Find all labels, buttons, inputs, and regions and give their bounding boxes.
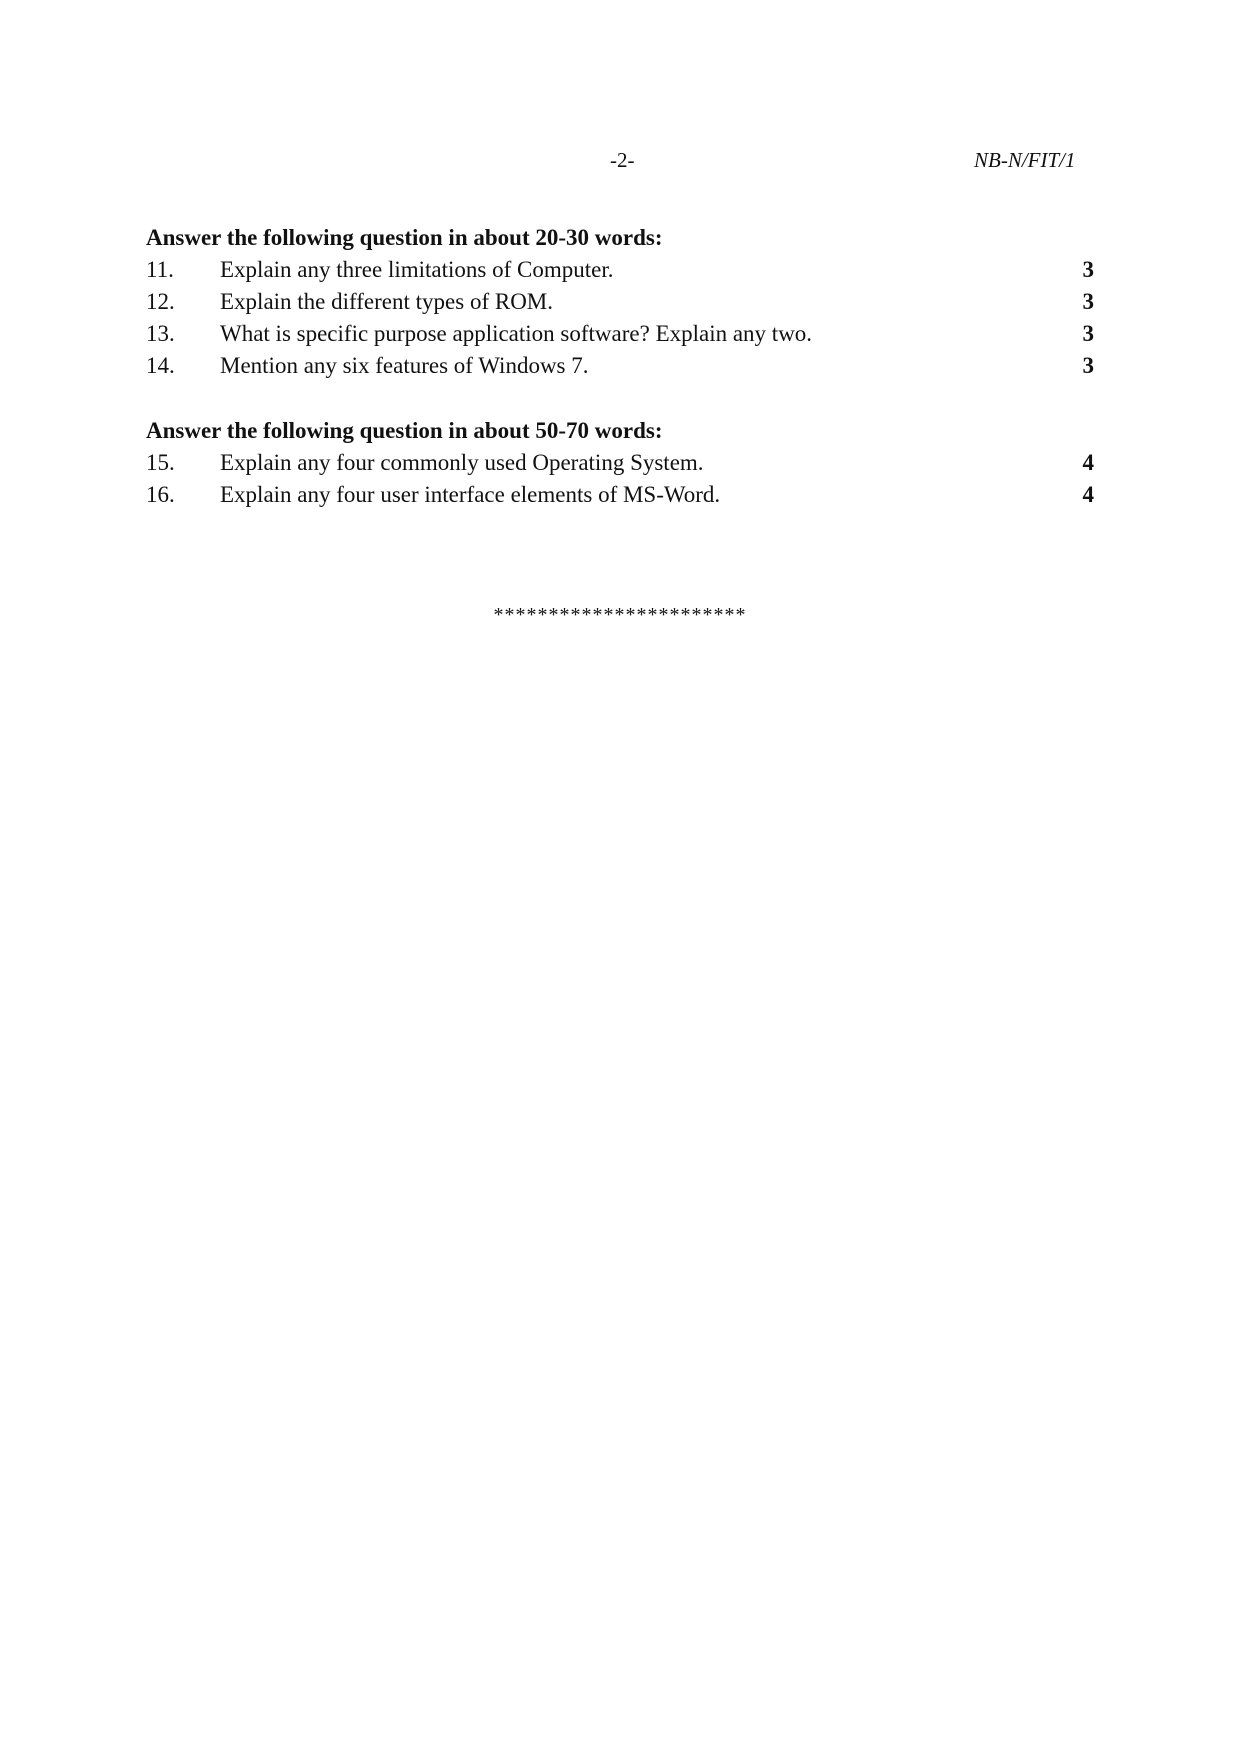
- end-of-paper-mark: ***********************: [493, 604, 747, 626]
- question-marks: 3: [1082, 321, 1094, 346]
- question-row: [146, 286, 1094, 318]
- section-long-answer: [146, 415, 1094, 511]
- question-text: What is specific purpose application software? Explain any two.: [220, 321, 813, 346]
- question-marks: 3: [1082, 289, 1094, 314]
- page-number: -2-: [610, 148, 635, 172]
- question-text: Mention any six features of Windows 7.: [220, 353, 589, 378]
- question-marks: 4: [1082, 482, 1094, 507]
- question-marks: 3: [1082, 257, 1094, 282]
- question-text: Explain any four user interface elements of MS-Word.: [220, 482, 721, 507]
- question-text: Explain the different types of ROM.: [220, 289, 554, 314]
- question-text: Explain any three limitations of Computer.: [220, 257, 614, 282]
- question-row: [146, 447, 1094, 479]
- question-row: [146, 254, 1094, 286]
- paper-code: NB-N/FIT/1: [974, 148, 1076, 172]
- question-number: 16.: [146, 482, 175, 507]
- question-number: 14.: [146, 353, 175, 378]
- question-text: Explain any four commonly used Operating System.: [220, 450, 704, 475]
- section-short-answer: [146, 222, 1094, 382]
- question-number: 12.: [146, 289, 175, 314]
- question-marks: 4: [1082, 450, 1094, 475]
- question-number: 15.: [146, 450, 175, 475]
- question-marks: 3: [1082, 353, 1094, 378]
- section-heading: Answer the following question in about 50-70 words:: [146, 418, 663, 443]
- question-number: 13.: [146, 321, 175, 346]
- section-heading: Answer the following question in about 20-30 words:: [146, 225, 663, 250]
- question-row: [146, 350, 1094, 382]
- question-number: 11.: [146, 257, 174, 282]
- question-row: [146, 479, 1094, 511]
- question-row: [146, 318, 1094, 350]
